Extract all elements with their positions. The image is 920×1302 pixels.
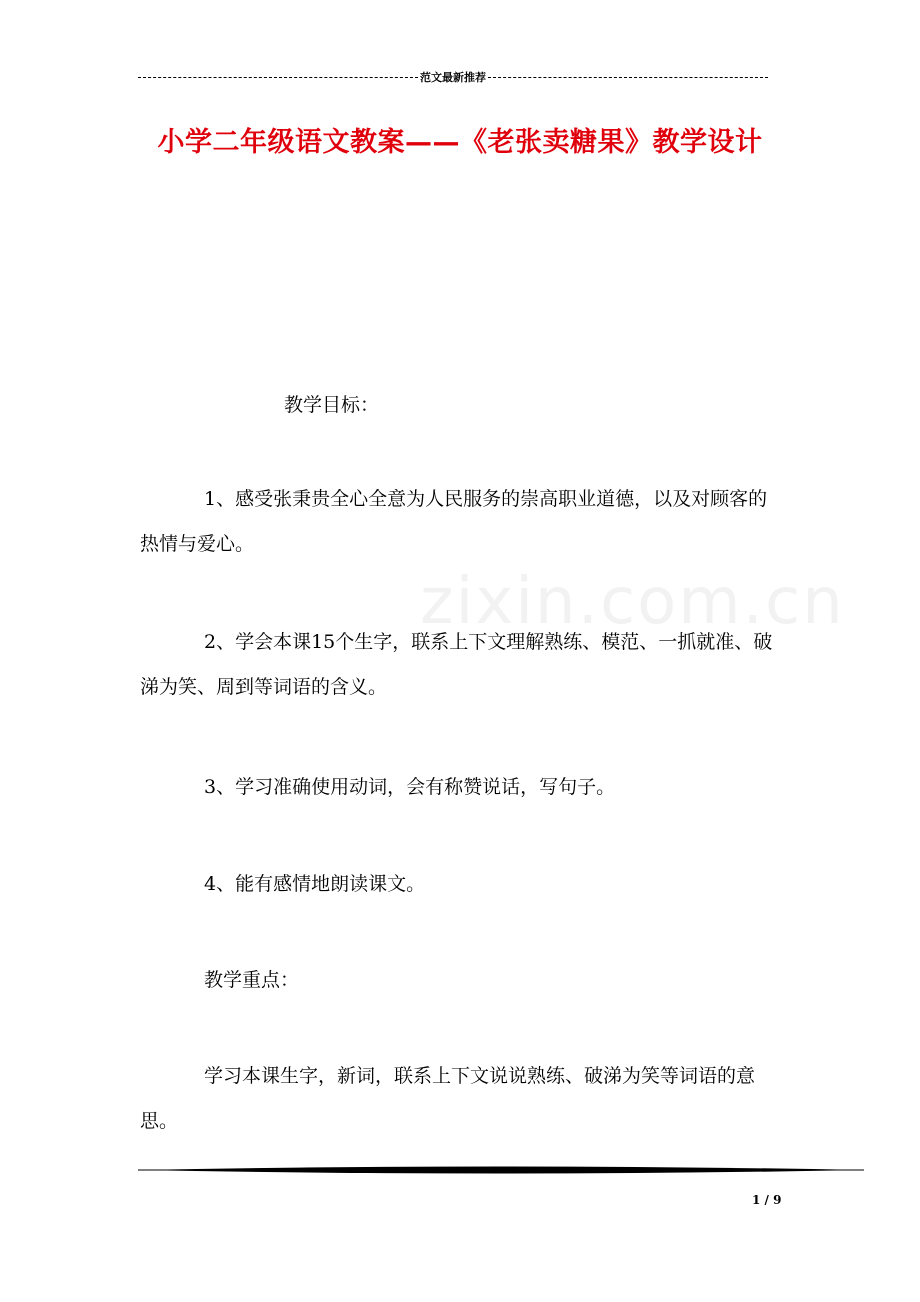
footer-rule bbox=[138, 1163, 864, 1177]
header-dashed-line-right bbox=[488, 77, 768, 78]
watermark: zixin.com.cn bbox=[420, 565, 845, 639]
paragraph-key-points: 学习本课生字，新词，联系上下文说说熟练、破涕为笑等词语的意思。 bbox=[140, 1065, 756, 1132]
header-label: 范文最新推荐 bbox=[420, 71, 486, 84]
paragraph-objective-3: 3、学习准确使用动词，会有称赞说话，写句子。 bbox=[204, 776, 616, 798]
paragraph-key-points-heading: 教学重点： bbox=[204, 969, 300, 991]
page-header bbox=[138, 68, 768, 86]
page-number: 1 / 9 bbox=[752, 1193, 782, 1207]
paragraph-objective-4: 4、能有感情地朗读课文。 bbox=[204, 873, 426, 895]
header-dashed-line-left bbox=[138, 77, 418, 78]
paragraph-objective-2: 2、学会本课15个生字，联系上下文理解熟练、模范、一抓就准、破涕为笑、周到等词语的含义。 bbox=[140, 631, 773, 698]
document-title: 小学二年级语文教案——《老张卖糖果》教学设计 bbox=[157, 127, 763, 158]
paragraph-objective-1: 1、感受张秉贵全心全意为人民服务的崇高职业道德，以及对顾客的热情与爱心。 bbox=[140, 488, 768, 555]
paragraph-objectives-heading: 教学目标： bbox=[284, 394, 380, 416]
